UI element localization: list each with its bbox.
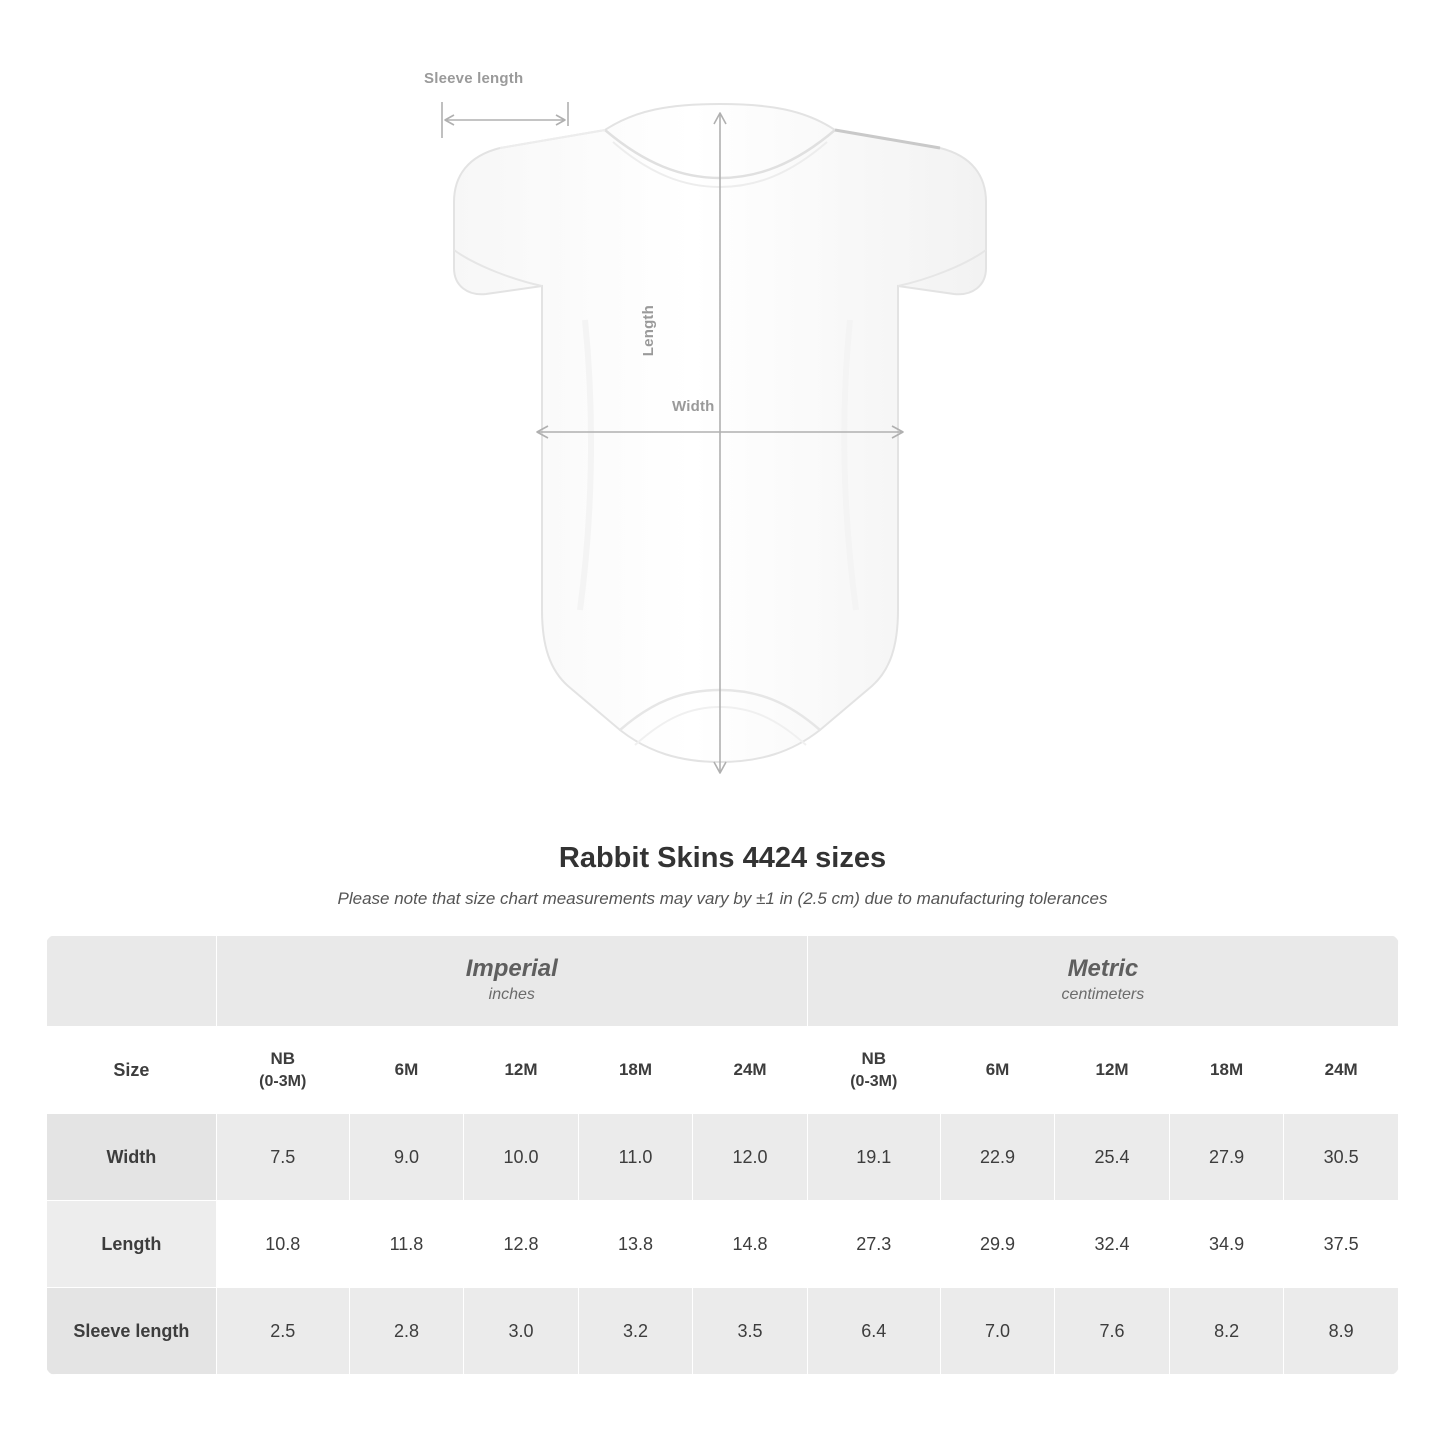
unit-group-row: [47, 936, 1399, 1027]
cell-length-8: 34.9: [1169, 1201, 1284, 1288]
cell-width-5: 19.1: [807, 1114, 940, 1201]
width-label: Width: [672, 398, 715, 415]
size-chart-table: [46, 935, 1399, 1375]
cell-sleeve-1: 2.8: [349, 1288, 464, 1375]
table-row: [47, 1201, 1399, 1288]
cell-width-1: 9.0: [349, 1114, 464, 1201]
cell-sleeve-2: 3.0: [464, 1288, 579, 1375]
cell-width-9: 30.5: [1284, 1114, 1399, 1201]
table-row: [47, 1288, 1399, 1375]
cell-sleeve-4: 3.5: [693, 1288, 808, 1375]
cell-sleeve-9: 8.9: [1284, 1288, 1399, 1375]
cell-width-8: 27.9: [1169, 1114, 1284, 1201]
length-label: Length: [640, 305, 657, 357]
tolerance-note: Please note that size chart measurements may vary by ±1 in (2.5 cm) due to manufacturing tolerances: [337, 889, 1108, 908]
cell-width-4: 12.0: [693, 1114, 808, 1201]
sleeve-dimension-arrow: [442, 102, 568, 138]
row-label-sleeve-length: Sleeve length: [47, 1288, 217, 1375]
header-col-8: 18M: [1169, 1027, 1284, 1114]
page-title: Rabbit Skins 4424 sizes: [558, 842, 887, 874]
header-col-0: [216, 1027, 349, 1114]
header-col-6: 6M: [940, 1027, 1055, 1114]
cell-sleeve-5: 6.4: [807, 1288, 940, 1375]
header-size: Size: [47, 1027, 217, 1114]
cell-length-6: 29.9: [940, 1201, 1055, 1288]
unit-group-metric-sub: centimeters: [1061, 985, 1145, 1003]
table-row: [47, 1114, 1399, 1201]
row-label-width: Width: [47, 1114, 217, 1201]
header-col-3: 18M: [578, 1027, 693, 1114]
header-col-5-sub: (0-3M): [850, 1072, 898, 1090]
column-header-row: [47, 1027, 1399, 1114]
sleeve-length-label: Sleeve length: [424, 70, 524, 87]
cell-width-7: 25.4: [1055, 1114, 1170, 1201]
header-col-0-sub: (0-3M): [259, 1072, 307, 1090]
cell-length-5: 27.3: [807, 1201, 940, 1288]
header-col-0-label: NB: [270, 1048, 295, 1068]
header-col-5: [807, 1027, 940, 1114]
header-col-5-label: NB: [861, 1048, 887, 1068]
cell-length-3: 13.8: [578, 1201, 693, 1288]
cell-width-2: 10.0: [464, 1114, 579, 1201]
header-col-2: 12M: [464, 1027, 579, 1114]
cell-length-0: 10.8: [216, 1201, 349, 1288]
unit-group-imperial-name: Imperial: [465, 955, 558, 983]
row-label-length: Length: [47, 1201, 217, 1288]
cell-sleeve-8: 8.2: [1169, 1288, 1284, 1375]
header-col-7: 12M: [1055, 1027, 1170, 1114]
header-col-1: 6M: [349, 1027, 464, 1114]
bodysuit-graphic: [420, 90, 1020, 790]
cell-sleeve-6: 7.0: [940, 1288, 1055, 1375]
unit-group-imperial-sub: inches: [488, 985, 535, 1003]
cell-length-7: 32.4: [1055, 1201, 1170, 1288]
cell-length-9: 37.5: [1284, 1201, 1399, 1288]
cell-length-1: 11.8: [349, 1201, 464, 1288]
unit-group-metric: [807, 936, 1398, 1027]
unit-group-metric-name: Metric: [1067, 955, 1139, 983]
header-col-9: 24M: [1284, 1027, 1399, 1114]
cell-sleeve-7: 7.6: [1055, 1288, 1170, 1375]
table-corner-cell: [47, 936, 217, 1027]
cell-length-2: 12.8: [464, 1201, 579, 1288]
cell-sleeve-0: 2.5: [216, 1288, 349, 1375]
cell-sleeve-3: 3.2: [578, 1288, 693, 1375]
cell-width-6: 22.9: [940, 1114, 1055, 1201]
size-chart-table-wrapper: [46, 935, 1399, 1375]
header-col-4: 24M: [693, 1027, 808, 1114]
cell-length-4: 14.8: [693, 1201, 808, 1288]
cell-width-3: 11.0: [578, 1114, 693, 1201]
unit-group-imperial: [216, 936, 807, 1027]
title-block: [0, 842, 1445, 909]
cell-width-0: 7.5: [216, 1114, 349, 1201]
